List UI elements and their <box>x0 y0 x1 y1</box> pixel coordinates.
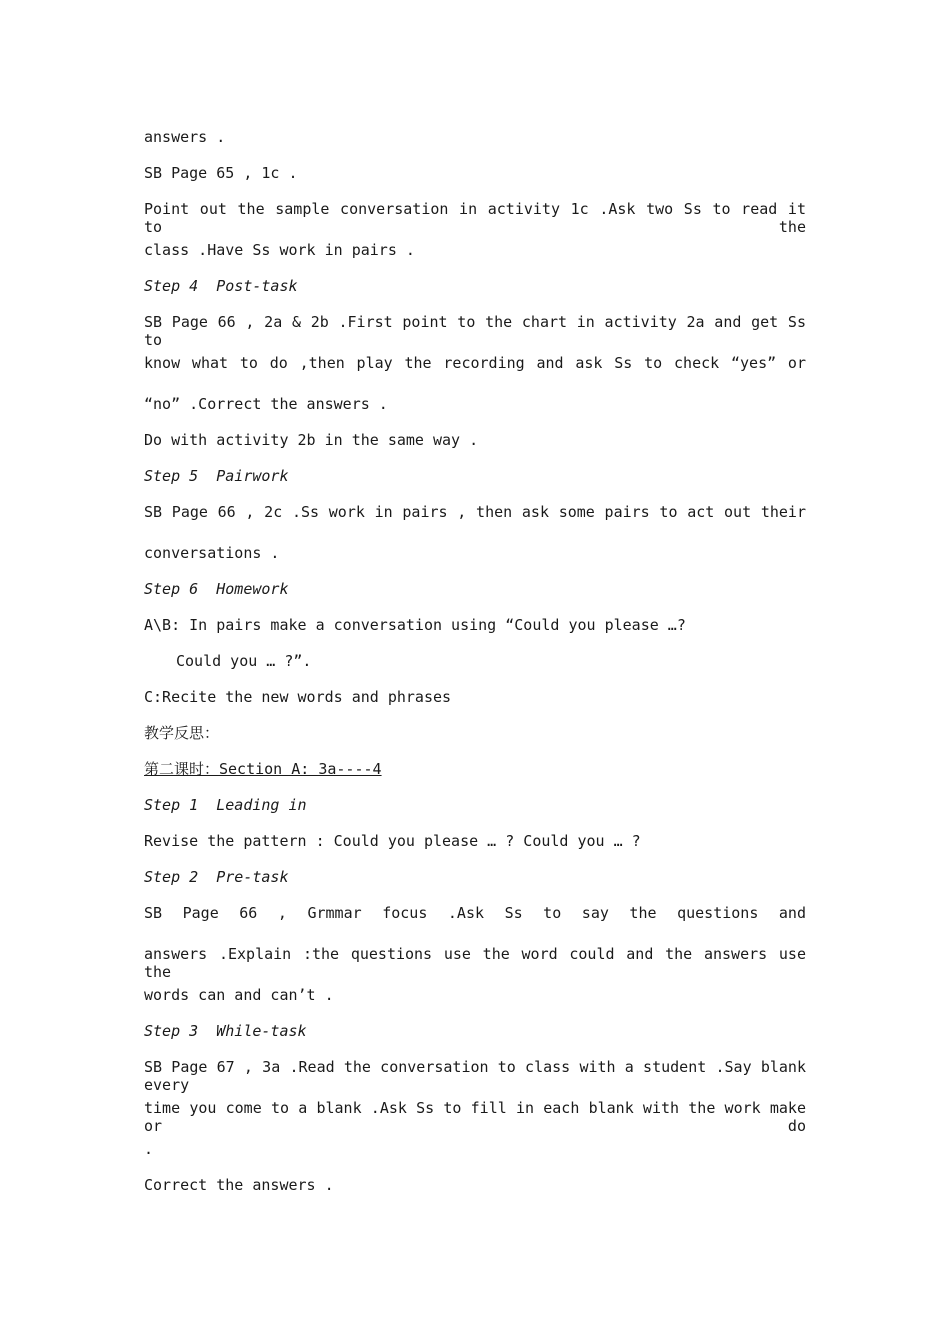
text-line: Could you … ?”. <box>176 652 312 670</box>
text-line: conversations . <box>144 544 280 562</box>
text-line: SB Page 66 , Grmmar focus .Ask Ss to say the questions and <box>144 904 806 922</box>
text-line: “no” .Correct the answers . <box>144 395 388 413</box>
text-line: answers .Explain :the questions use the word could and the answers use the <box>144 945 806 981</box>
text-line: SB Page 66 , 2a & 2b .First point to the chart in activity 2a and get Ss to <box>144 313 806 349</box>
step-heading: Step 5 Pairwork <box>144 467 289 485</box>
step-heading: Step 2 Pre-task <box>144 868 289 886</box>
text-line: answers . <box>144 128 226 146</box>
text-line: SB Page 67 , 3a .Read the conversation to class with a student .Say blank every <box>144 1058 806 1094</box>
text-line: C:Recite the new words and phrases <box>144 688 452 706</box>
text-line: Correct the answers . <box>144 1176 334 1194</box>
text-line: . <box>144 1140 154 1158</box>
step-heading: Step 3 While-task <box>144 1022 307 1040</box>
text-line: Point out the sample conversation in activity 1c .Ask two Ss to read it to the <box>144 200 806 236</box>
text-line: Do with activity 2b in the same way . <box>144 431 479 449</box>
text-line: SB Page 65 , 1c . <box>144 164 298 182</box>
text-line: A\B: In pairs make a conversation using “Could you please …? <box>144 616 686 634</box>
text-line: words can and can’t . <box>144 986 334 1004</box>
text-line: class .Have Ss work in pairs . <box>144 241 415 259</box>
text-line: know what to do ,then play the recording and ask Ss to check “yes” or <box>144 354 806 372</box>
text-line: time you come to a blank .Ask Ss to fill in each blank with the work make or do <box>144 1099 806 1135</box>
step-heading: Step 6 Homework <box>144 580 289 598</box>
text-line: SB Page 66 , 2c .Ss work in pairs , then ask some pairs to act out their <box>144 503 806 521</box>
step-heading: Step 4 Post-task <box>144 277 298 295</box>
step-heading: Step 1 Leading in <box>144 796 307 814</box>
lesson-heading: 第二课时：Section A: 3a----4 <box>144 760 382 778</box>
reflection-heading: 教学反思： <box>144 724 220 742</box>
text-line: Revise the pattern : Could you please … ? Could you … ? <box>144 832 641 850</box>
